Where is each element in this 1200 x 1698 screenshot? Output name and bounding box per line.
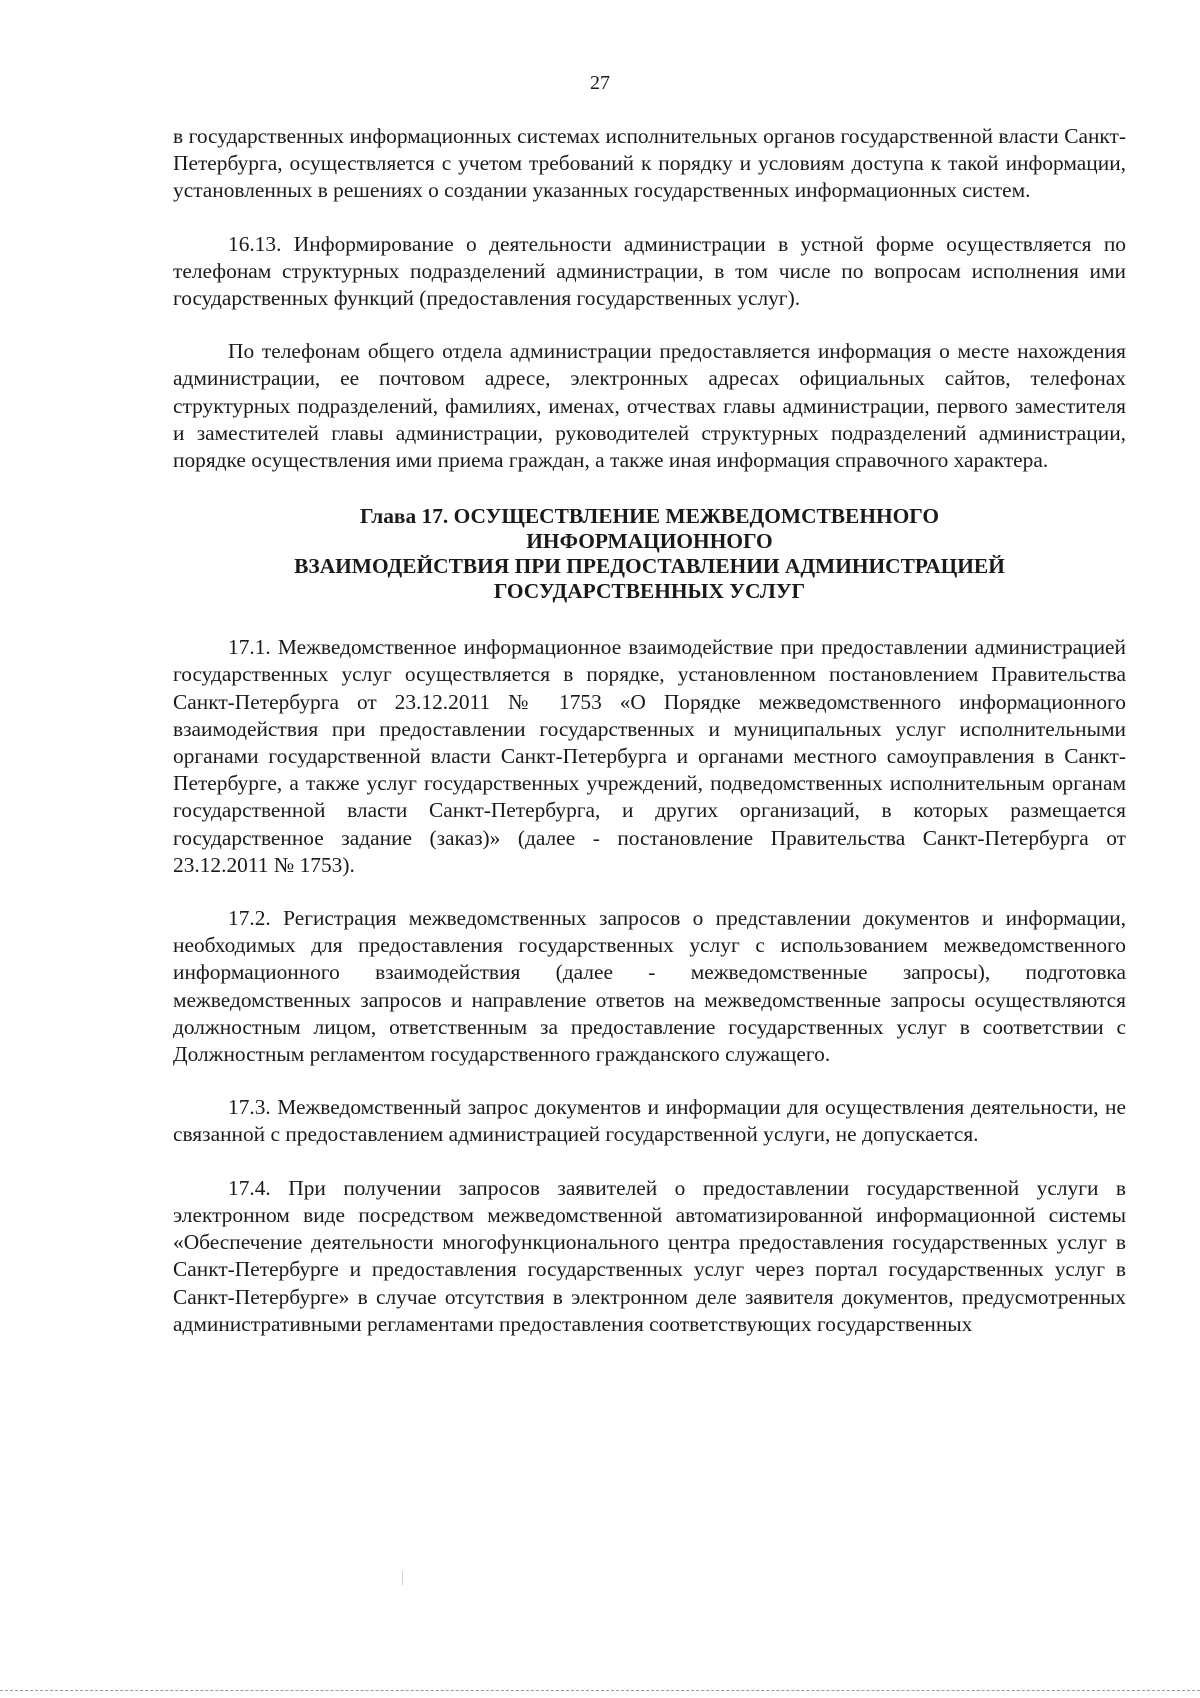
chapter-heading-line-4: ГОСУДАРСТВЕННЫХ УСЛУГ — [493, 579, 806, 604]
paragraph-17-1: 17.1. Межведомственное информационное взаимодействие при предоставлении администрацией государственных услуг осуществляется в порядке, установленном постановлением Правительства Санкт-Петербурга от 23.12.2011 № 1753 «О Порядке межведомственного информационного взаимодействия при предоставлении государственных и муниципальных услуг исполнительными органами государственной власти Санкт-Петербурга и органами местного самоуправления в Санкт-Петербурге, а также услуг государственных учреждений, подведомственных исполнительным органам государственной власти Санкт-Петербурга, и других организаций, в которых размещается государственное задание (заказ)» (далее - постановление Правительства Санкт-Петербурга от 23.12.2011 № 1753). — [173, 635, 1126, 877]
paragraph-gap — [173, 205, 1126, 231]
scan-edge-line — [0, 1690, 1200, 1691]
scan-artifact-mark — [402, 1571, 403, 1585]
paragraph-16-13: 16.13. Информирование о деятельности администрации в устной форме осуществляется по телефонам структурных подразделений администрации, в том числе по вопросам исполнения ими государственных функций (предоставления государственных услуг). — [173, 231, 1126, 311]
document-body — [173, 123, 1126, 1338]
paragraph-17-2: 17.2. Регистрация межведомственных запросов о представлении документов и информации, необходимых для предоставления государственных услуг с использованием межведомственного информационного взаимодействия (далее - межведомственные запросы), подготовка межведомственных запросов и направление ответов на межведомственные запросы осуществляются должностным лицом, ответственным за предоставление государственных услуг в соответствии с Должностным регламентом государственного гражданского служащего. — [173, 906, 1126, 1067]
paragraph-17-4: 17.4. При получении запросов заявителей о предоставлении государственной услуги в электронном виде посредством межведомственной автоматизированной информационной системы «Обеспечение деятельности многофункционального центра предоставления государственных услуг в Санкт-Петербурге и предоставления государственных услуг через портал государственных услуг в Санкт-Петербурге» в случае отсутствия в электронном деле заявителя документов, предусмотренных административными регламентами предоставления соответствующих государственных — [173, 1175, 1126, 1336]
chapter-heading-line-1: Глава 17. ОСУЩЕСТВЛЕНИЕ МЕЖВЕДОМСТВЕННОГО — [360, 504, 939, 529]
paragraph-gap — [173, 1149, 1126, 1175]
chapter-heading-line-3: ВЗАИМОДЕЙСТВИЯ ПРИ ПРЕДОСТАВЛЕНИИ АДМИНИСТРАЦИЕЙ — [294, 554, 1005, 579]
paragraph-17-3: 17.3. Межведомственный запрос документов и информации для осуществления деятельности, не связанной с предоставлением администрацией государственной услуги, не допускается. — [173, 1095, 1126, 1147]
paragraph-general-department: По телефонам общего отдела администрации предоставляется информация о месте нахождения администрации, ее почтовом адресе, электронных адресах официальных сайтов, телефонах структурных подразделений, фамилиях, именах, отчествах главы администрации, первого заместителя и заместителей главы администрации, руководителей структурных подразделений администрации, порядке осуществления ими приема граждан, а также иная информация справочного характера. — [173, 339, 1126, 473]
chapter-heading — [173, 504, 1126, 604]
heading-gap — [173, 474, 1126, 504]
heading-gap — [173, 604, 1126, 634]
paragraph-gap — [173, 312, 1126, 338]
page-number: 27 — [590, 72, 610, 94]
paragraph-continuation: в государственных информационных системах исполнительных органов государственной власти Санкт-Петербурга, осуществляется с учетом требований к порядку и условиям доступа к такой информации, установленных в решениях о создании указанных государственных информационных систем. — [173, 124, 1126, 203]
paragraph-gap — [173, 1068, 1126, 1094]
chapter-heading-line-2: ИНФОРМАЦИОННОГО — [526, 529, 773, 554]
paragraph-gap — [173, 879, 1126, 905]
